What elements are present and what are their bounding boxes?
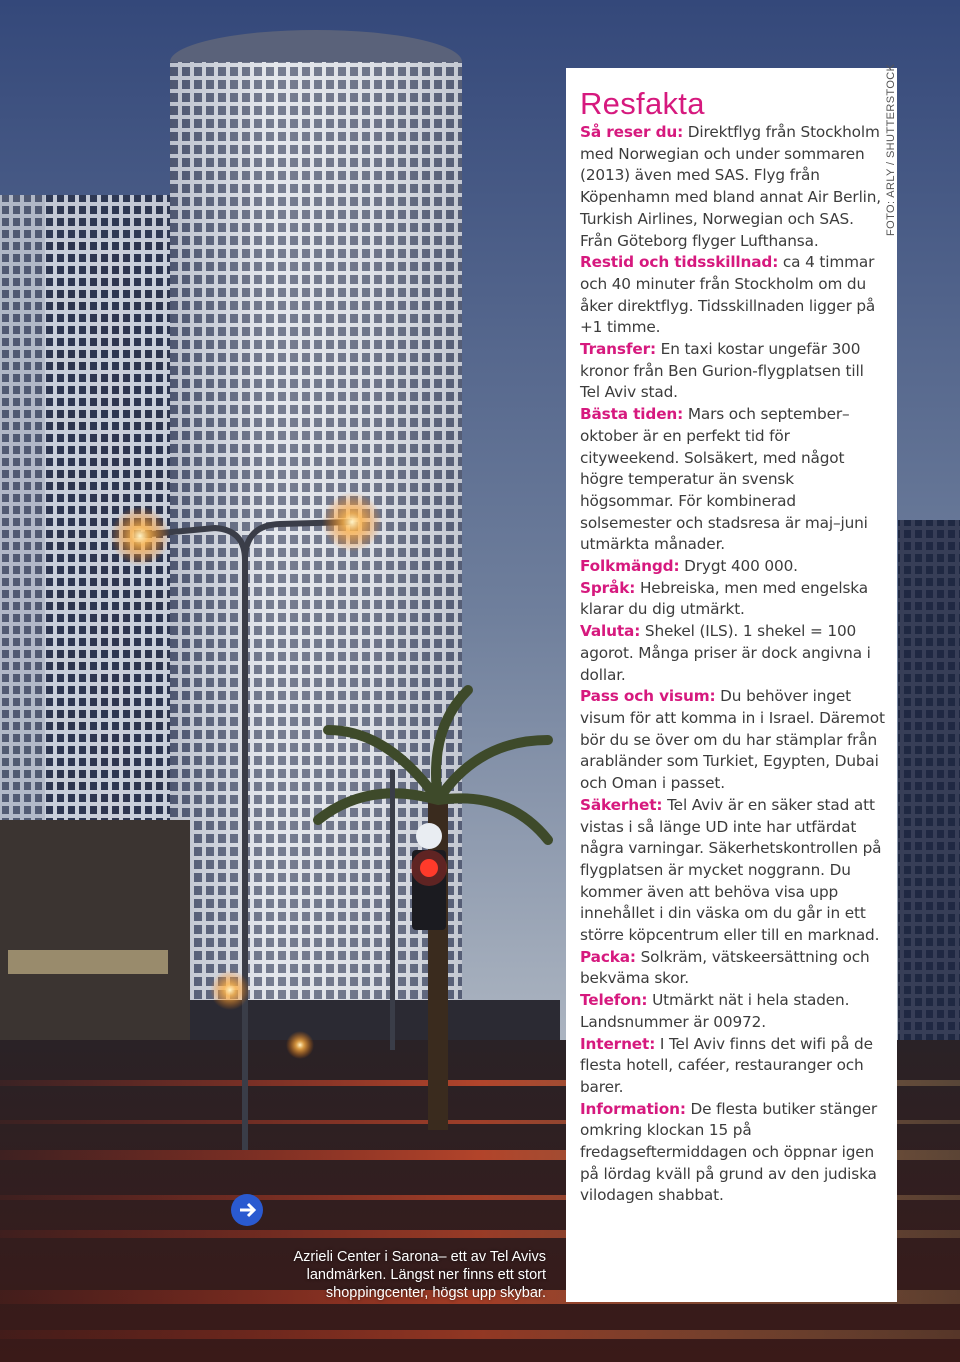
fact-resa — [580, 123, 881, 250]
fact-label: Internet: — [580, 1034, 656, 1053]
facts-list — [580, 122, 886, 1207]
fact-transfer — [580, 340, 864, 401]
fact-label: Så reser du: — [580, 123, 684, 141]
fact-text: Hebreiska, men med engelska klarar du dig utmärkt. — [580, 578, 868, 619]
fact-telefon — [580, 991, 849, 1031]
fact-text: Du behöver inget visum för att komma in i Israel. Däremot bör du se över om du har stämplar från arabländer som Turkiet, Egypten, Dubai och Oman i passet. — [580, 687, 885, 793]
fact-text: Direktflyg från Stockholm med Norwegian och under sommaren (2013) även med SAS. Flyg från Köpenhamn med bland annat Air Berlin, Turkish Airlines, Norwegian och SAS. Från Göteborg flyger Lufthansa. — [580, 123, 882, 250]
fact-text: I Tel Aviv finns det wifi på de flesta hotell, caféer, restauranger och barer. — [580, 1034, 873, 1096]
panel-title: Resfakta — [580, 86, 705, 121]
travel-facts-panel — [566, 68, 897, 1302]
fact-sprak — [580, 579, 868, 619]
fact-pass-visum — [580, 687, 885, 792]
fact-label: Folkmängd: — [580, 557, 680, 576]
fact-text: Drygt 400 000. — [679, 557, 798, 576]
fact-information — [580, 1100, 877, 1205]
fact-label: Pass och visum: — [580, 687, 716, 706]
fact-folkmangd — [580, 557, 798, 575]
fact-text: Solkräm, vätskeersättning och bekväma skor. — [580, 947, 870, 988]
fact-valuta — [580, 622, 871, 683]
fact-text: De flesta butiker stänger omkring klockan 15 på fredagseftermiddagen och öppnar igen på lördag kväll på grund av den judiska vilodagen shabbat. — [580, 1099, 878, 1205]
photo-credit: FOTO: ARLY / SHUTTERSTOCK — [885, 63, 897, 236]
fact-label: Valuta: — [580, 622, 641, 641]
fact-label: Säkerhet: — [580, 795, 663, 814]
fact-basta-tiden — [580, 405, 868, 553]
photo-caption: Azrieli Center i Sarona– ett av Tel Avivs landmärken. Längst ner finns ett stort shoppingcenter, högst upp skybar. — [293, 1249, 546, 1301]
fact-text: Tel Aviv är en säker stad att vistas i så länge UD inte har utfärdat några varningar. Säkerhetskontrollen på flygplatsen är mycket noggrann. Du kommer även att behöva visa upp innehållet i din väska om du går in ett större köpcentrum eller till en marknad. — [580, 795, 882, 945]
fact-label: Bästa tiden: — [580, 405, 684, 424]
fact-text: Utmärkt nät i hela staden. Landsnummer är 00972. — [580, 991, 850, 1031]
fact-text: ca 4 timmar och 40 minuter från Stockholm om du åker direktflyg. Tidsskillnaden ligger på +1 timme. — [580, 253, 876, 337]
fact-label: Information: — [580, 1099, 686, 1118]
fact-text: En taxi kostar ungefär 300 kronor från Ben Gurion-flygplatsen till Tel Aviv stad. — [580, 340, 864, 402]
fact-label: Restid och tidsskillnad: — [580, 253, 779, 272]
fact-text: Shekel (ILS). 1 shekel = 100 agorot. Många priser är dock angivna i dollar. — [580, 622, 871, 684]
fact-label: Transfer: — [580, 340, 656, 359]
fact-label: Packa: — [580, 947, 636, 966]
fact-restid — [580, 253, 875, 336]
fact-label: Telefon: — [580, 991, 648, 1010]
fact-sakerhet — [580, 796, 881, 944]
fact-internet — [580, 1035, 873, 1096]
fact-text: Mars och september–oktober är en perfekt tid för cityweekend. Solsäkert, med något högre temperatur än svensk högsommar. För kombinerad solsemester och stadsresa är maj–juni utmärkta månader. — [580, 405, 868, 554]
fact-packa — [580, 948, 870, 988]
fact-label: Språk: — [580, 578, 636, 597]
